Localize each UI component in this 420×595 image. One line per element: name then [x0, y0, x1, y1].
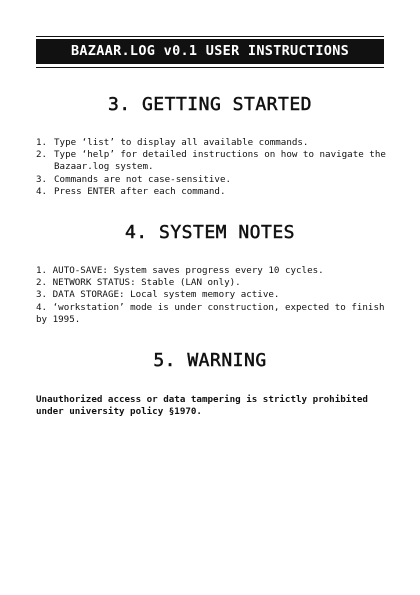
document-title: BAZAAR.LOG v0.1 USER INSTRUCTIONS [36, 39, 384, 64]
list-item [36, 265, 386, 277]
list-item-number: 4. [36, 301, 48, 313]
list-item-number: 2. [36, 277, 48, 289]
list-item [36, 289, 386, 301]
list-item [36, 137, 386, 149]
list-item-text: Commands are not case-sensitive. [54, 173, 232, 185]
header-bottom-rule [36, 67, 384, 68]
getting-started-list [36, 137, 386, 198]
list-item [36, 174, 386, 186]
document-header [36, 36, 384, 68]
list-item-number: 1. [36, 137, 48, 148]
section-heading-warning: 5. WARNING [153, 350, 267, 371]
list-item-text: Press ENTER after each command. [54, 185, 226, 197]
list-item-text: NETWORK STATUS: Stable (LAN only). [52, 277, 241, 289]
list-item-number: 2. [36, 149, 48, 161]
system-notes-list [36, 265, 386, 326]
list-item-text: Type ‘help’ for detailed instructions on how to navigate the Bazaar.log system. [54, 149, 386, 173]
warning-text: Unauthorized access or data tampering is strictly prohibited under university policy §1970. [36, 394, 368, 418]
section-heading-system-notes: 4. SYSTEM NOTES [124, 222, 296, 243]
list-item [36, 149, 386, 173]
list-item-text: DATA STORAGE: Local system memory active. [52, 289, 280, 301]
list-item-text: AUTO-SAVE: System saves progress every 10 cycles. [52, 265, 324, 276]
list-item-text: Type ‘list’ to display all available commands. [54, 137, 309, 148]
list-item-number: 4. [36, 185, 48, 197]
header-top-rule [36, 36, 384, 37]
list-item-text: ‘workstation’ mode is under construction, expected to finish by 1995. [36, 301, 385, 325]
list-item-number: 1. [36, 265, 48, 276]
section-heading-getting-started: 3. GETTING STARTED [107, 94, 313, 115]
list-item-number: 3. [36, 173, 48, 185]
list-item [36, 302, 386, 326]
list-item-number: 3. [36, 289, 48, 301]
list-item [36, 186, 386, 198]
list-item [36, 277, 386, 289]
